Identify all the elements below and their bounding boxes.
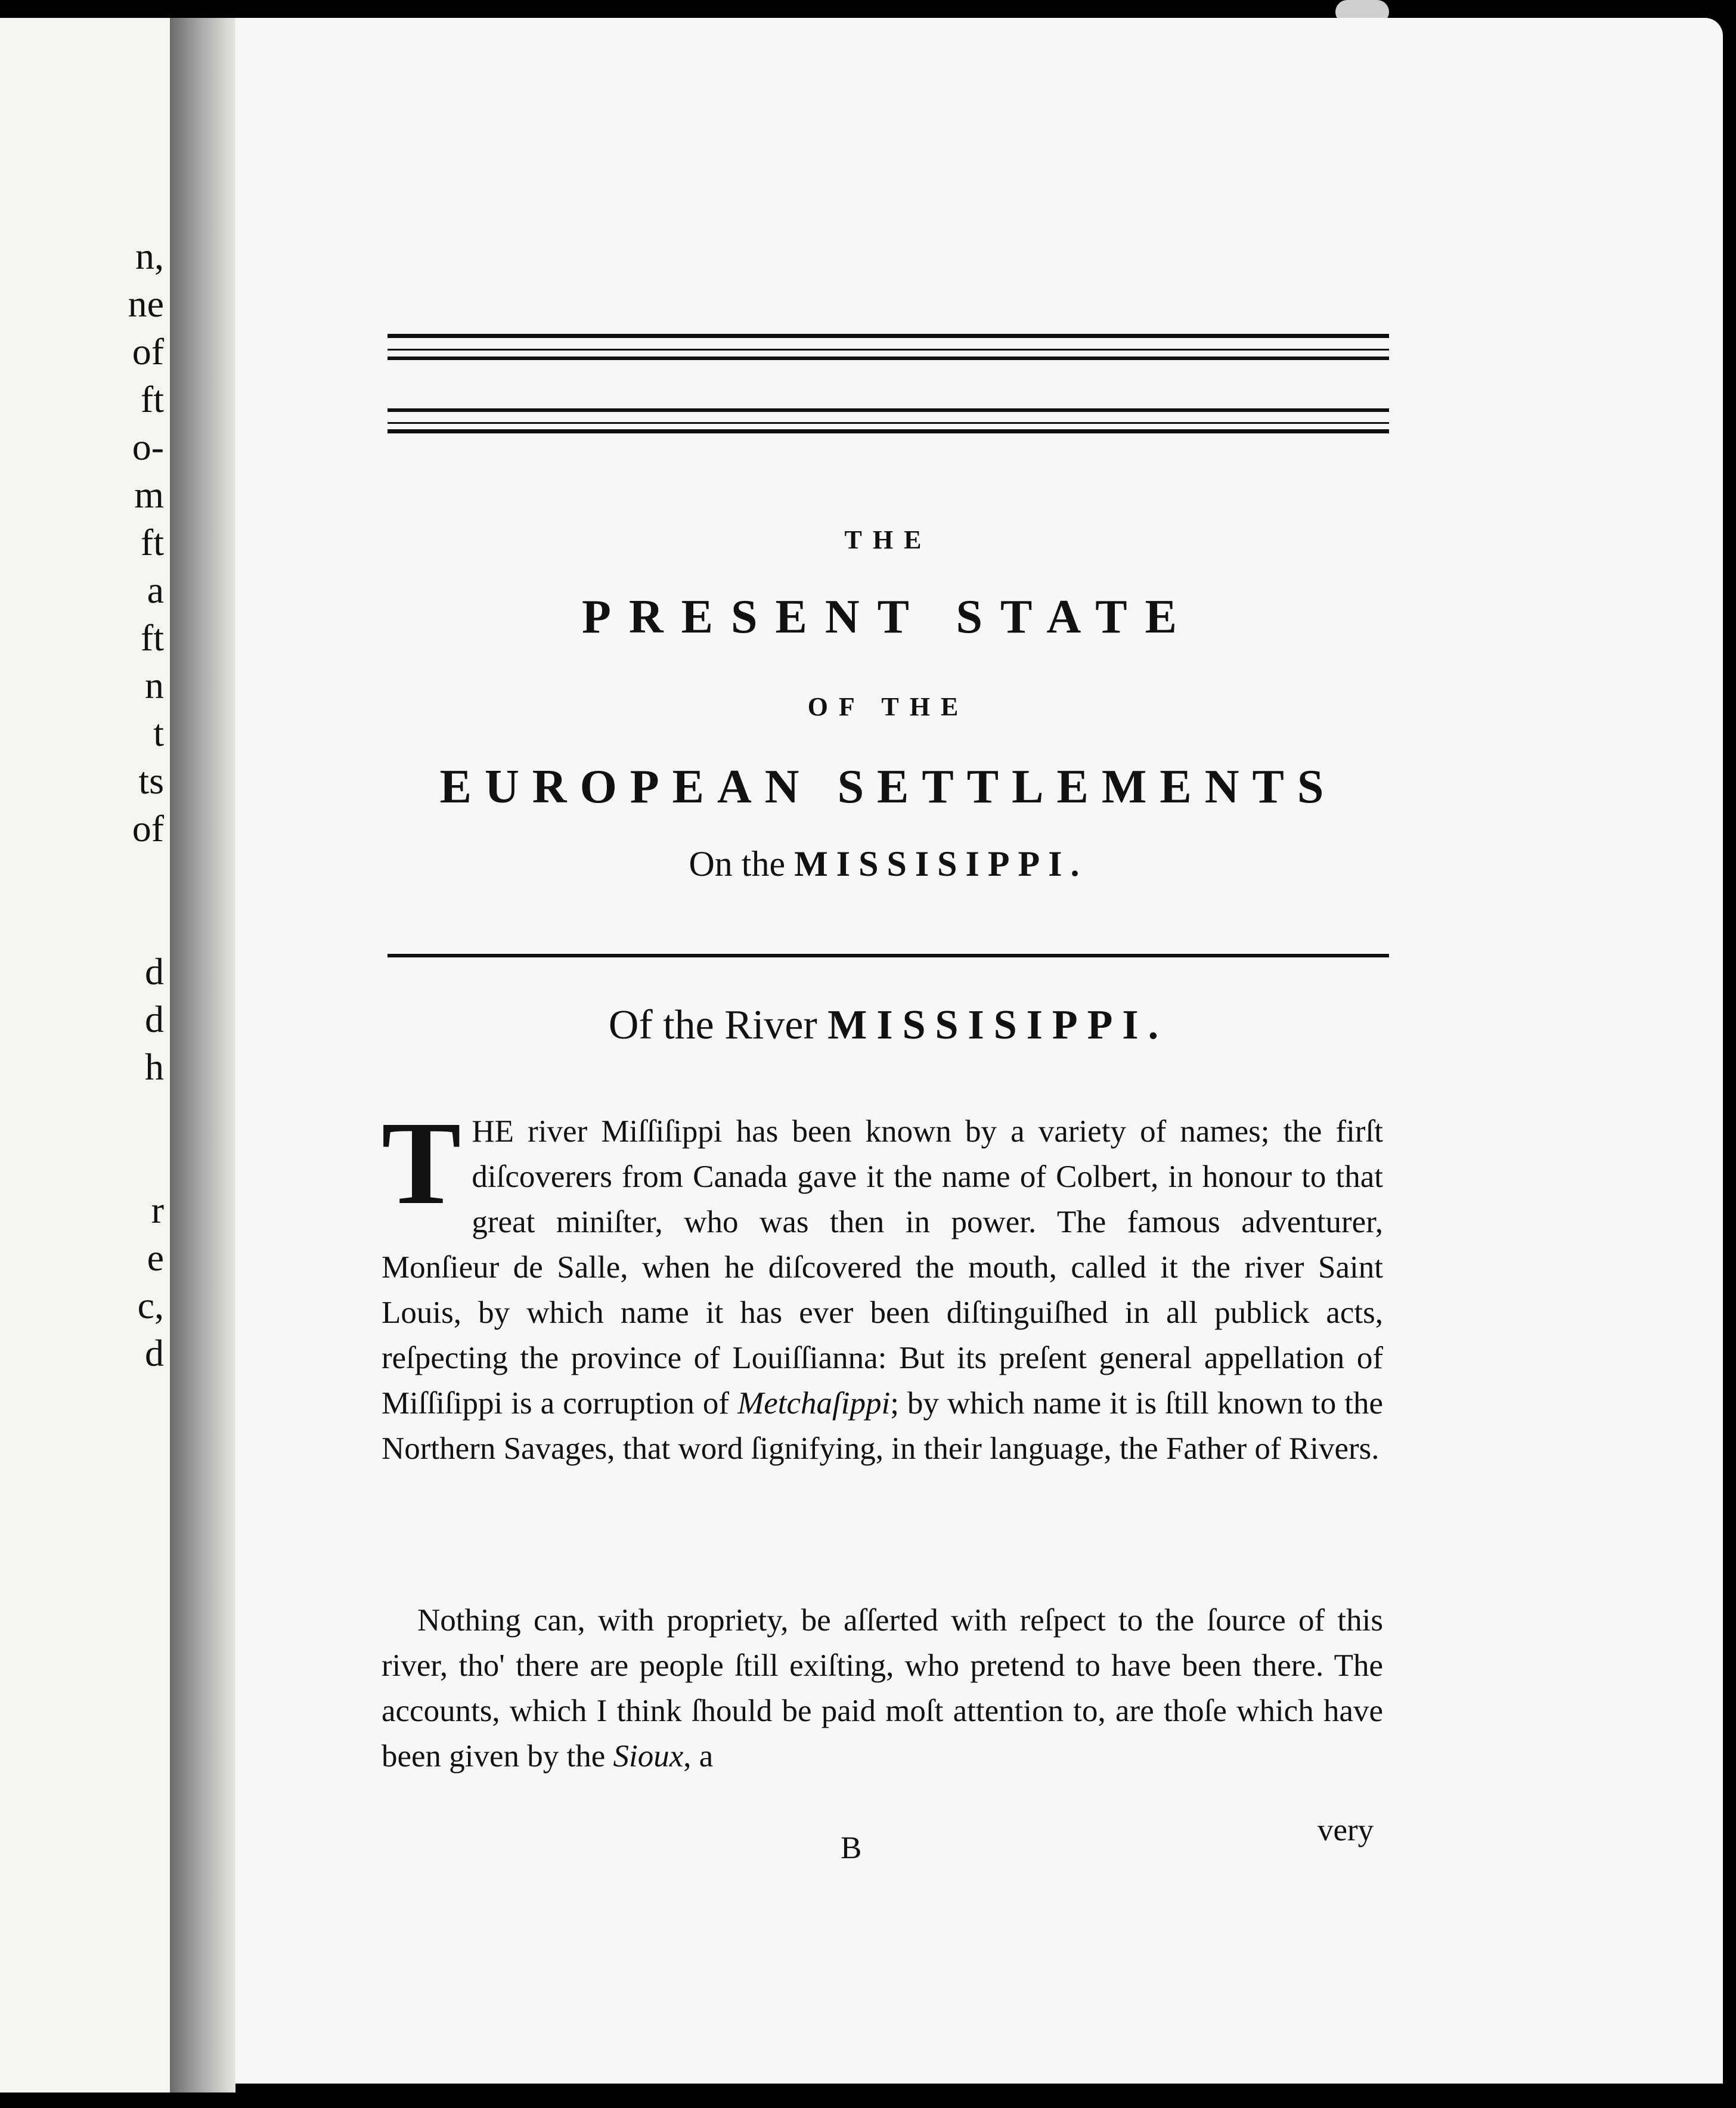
header-rule-2	[388, 349, 1389, 351]
signature-mark: B	[841, 1831, 862, 1865]
left-page-fragment: ft	[140, 616, 164, 659]
title-on-the-mississippi	[388, 844, 1389, 885]
title-mississippi: MISSISIPPI.	[794, 844, 1088, 884]
left-page-fragment	[92, 852, 164, 900]
left-page-fragment	[92, 1139, 164, 1186]
section-heading-prefix: Of the River	[608, 1002, 817, 1048]
header-rule-6	[388, 429, 1389, 433]
left-page-fragment: e	[147, 1236, 164, 1279]
left-page-fragment: c,	[137, 1284, 164, 1326]
left-page-text-fragments	[92, 232, 164, 1377]
left-page-fragment: n	[145, 664, 164, 706]
left-page-fragment: ft	[140, 521, 164, 563]
left-page-fragment: a	[147, 569, 164, 611]
header-rule-3	[388, 356, 1389, 360]
title-the: THE	[844, 525, 932, 554]
title-bottom-rule	[388, 954, 1389, 957]
left-page-fragment: o-	[132, 426, 164, 468]
left-page	[0, 18, 170, 2092]
left-page-fragment	[92, 900, 164, 948]
section-heading	[388, 1002, 1389, 1049]
paragraph-2-text: Nothing can, with propriety, be aſſerted with reſpect to the ſource of this river, tho' there are people ſtill exiſting, who pretend to have been there. The accounts, which I think ſhould be paid moſt attention to, are thoſe which have been given by the Sioux, a	[382, 1603, 1383, 1774]
title-on-the: On the	[689, 844, 786, 884]
title-present-state: PRESENT STATE	[581, 591, 1195, 643]
paragraph-1	[382, 1098, 1384, 1471]
left-page-fragment	[92, 1091, 164, 1139]
left-page-fragment: m	[134, 473, 164, 516]
title-of-the: OF THE	[807, 692, 969, 721]
left-page-fragment: d	[145, 1332, 164, 1374]
left-page-fragment: of	[132, 330, 164, 373]
paragraph-1-text: HE river Miſſiſippi has been known by a variety of names; the firſt diſcoverers from Canada gave it the name of Colbert, in honour to that great miniſter, who was then in power. The famous adventurer, Monſieur de Salle, when he diſcovered the mouth, called it the river Saint Louis, by which name it has ever been diſtinguiſhed in all publick acts, reſpecting the province of Louiſſianna: But its preſent general appellation of Miſſiſippi is a corruption of Metchaſippi; by which name it is ſtill known to the Northern Savages, that word ſignifying, in their language, the Father of Rivers.	[382, 1114, 1384, 1466]
title-european-settlements: EUROPEAN SETTLEMENTS	[439, 761, 1337, 813]
left-page-fragment: d	[145, 998, 164, 1040]
header-rule-4	[388, 408, 1389, 412]
left-page-fragment: ft	[140, 378, 164, 420]
paragraph-2	[382, 1598, 1383, 1779]
left-page-fragment: t	[153, 712, 164, 754]
left-page-fragment: ts	[138, 760, 164, 802]
left-page-fragment: ne	[128, 283, 164, 325]
book-gutter	[170, 18, 235, 2092]
header-rule-1	[388, 334, 1389, 338]
left-page-fragment: n,	[135, 235, 164, 277]
left-page-fragment: of	[132, 807, 164, 850]
left-page-fragment: h	[145, 1046, 164, 1088]
left-page-fragment: d	[145, 950, 164, 993]
section-heading-name: MISSISIPPI.	[827, 1002, 1168, 1048]
left-page-fragment: r	[151, 1189, 164, 1231]
catchword: very	[1318, 1813, 1374, 1847]
drop-cap: T	[382, 1098, 461, 1229]
header-rule-5	[388, 422, 1389, 424]
